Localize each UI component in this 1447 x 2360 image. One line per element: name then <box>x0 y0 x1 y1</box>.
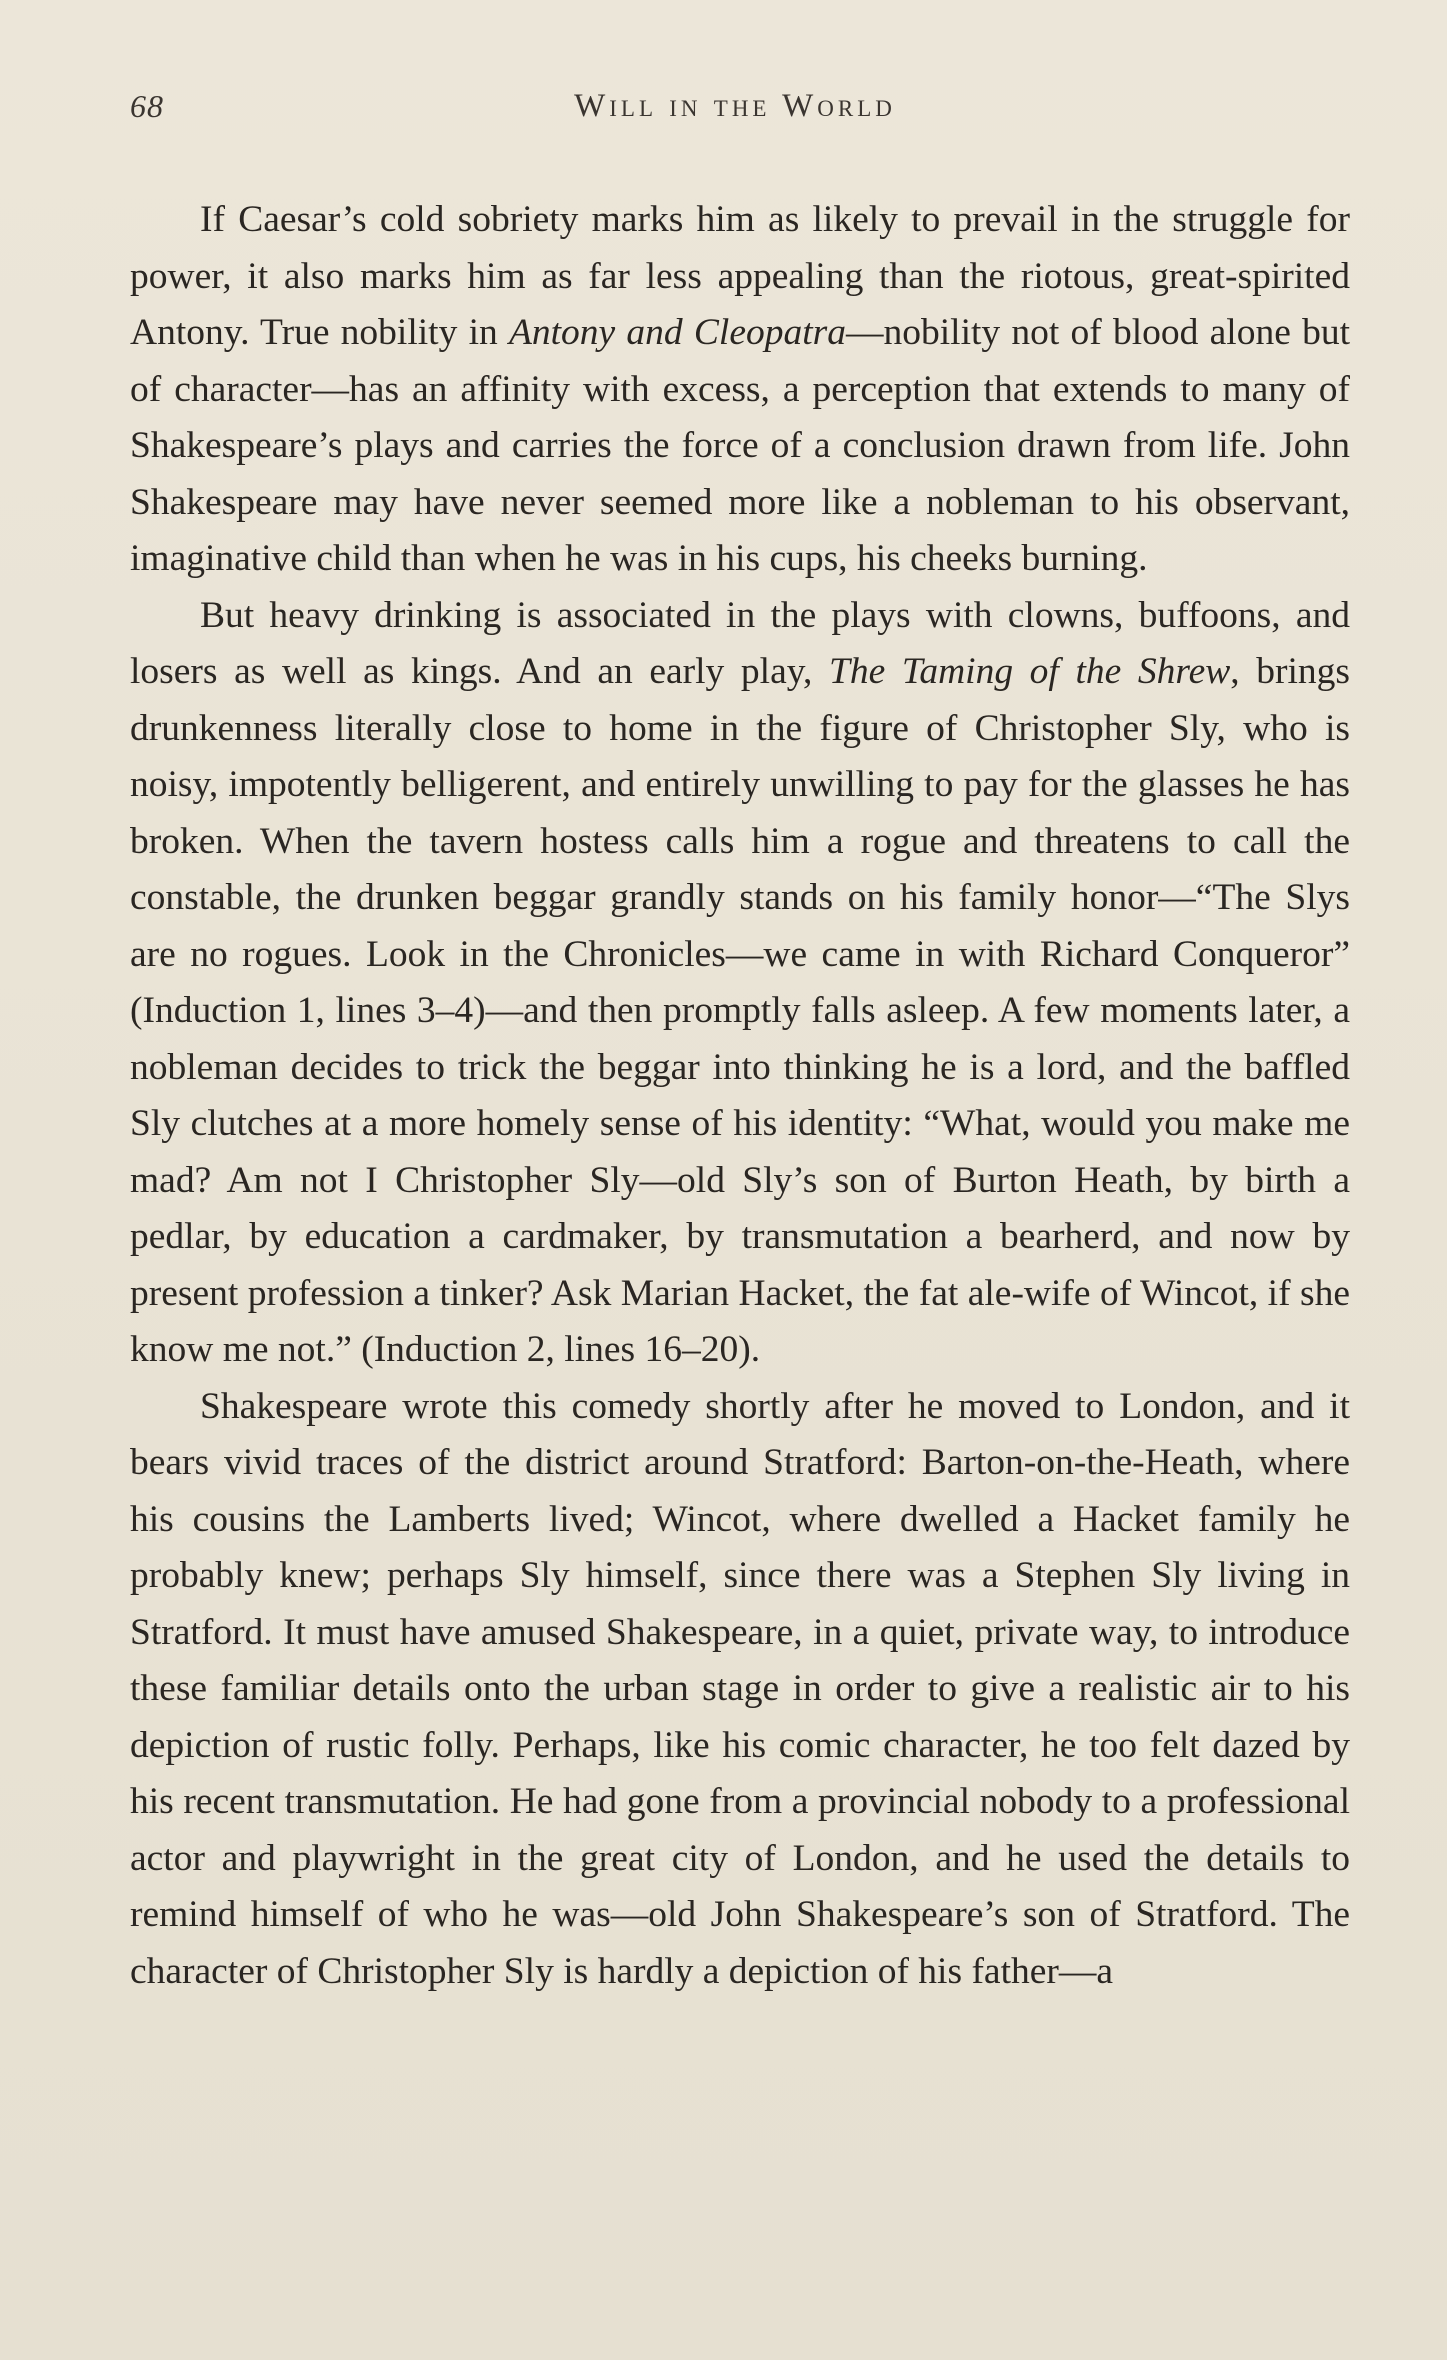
text-segment: If Caesar’s cold sobriety marks him as likely to prevail in the struggle for power, it also marks him as far less appealing than the riotous, great-spirited Antony. True nobility in <box>130 199 1350 353</box>
paragraph <box>130 1379 1350 2001</box>
text-segment: But heavy drinking is associated in the plays with clowns, buffoons, and losers as well as kings. And an early play, <box>130 594 1350 692</box>
paragraph <box>130 588 1350 1379</box>
book-title: Will in the World <box>574 88 896 124</box>
paragraph <box>130 192 1350 588</box>
body-text <box>130 192 1350 2000</box>
italic-title: The Taming of the Shrew <box>829 651 1231 692</box>
running-head <box>130 88 1350 132</box>
text-segment: —nobility not of blood alone but of character—has an affinity with excess, a perception that extends to many of Shakespeare’s plays and carries the force of a conclusion drawn from life. John Shakespeare may have never seemed more like a nobleman to his observant, imaginative child than when he was in his cups, his cheeks burning. <box>130 312 1350 579</box>
italic-title: Antony and Cleopatra <box>508 312 846 353</box>
text-segment: Shakespeare wrote this comedy shortly after he moved to London, and it bears vivid traces of the district around Stratford: Barton-on-the-Heath, where his cousins the Lamberts lived; Wincot, where dwelled a Hacket family he probably knew; perhaps Sly himself, since there was a Stephen Sly living in Stratford. It must have amused Shakespeare, in a quiet, private way, to introduce these familiar details onto the urban stage in order to give a realistic air to his depiction of rustic folly. Perhaps, like his comic character, he too felt dazed by his recent transmutation. He had gone from a provincial nobody to a professional actor and playwright in the great city of London, and he used the details to remind himself of who he was—old John Shakespeare’s son of Stratford. The character of Christopher Sly is hardly a depiction of his father—a <box>130 1385 1350 1992</box>
page-number: 68 <box>130 88 164 124</box>
text-segment: , brings drunkenness literally close to home in the figure of Christopher Sly, who is noisy, impotently belligerent, and entirely unwilling to pay for the glasses he has broken. When the tavern hostess calls him a rogue and threatens to call the constable, the drunken beggar grandly stands on his family honor—“The Slys are no rogues. Look in the Chronicles—we came in with Richard Conqueror” (Induction 1, lines 3–4)—and then promptly falls asleep. A few moments later, a nobleman decides to trick the beggar into thinking he is a lord, and the baffled Sly clutches at a more homely sense of his identity: “What, would you make me mad? Am not I Christopher Sly—old Sly’s son of Burton Heath, by birth a pedlar, by education a cardmaker, by transmutation a bearherd, and now by present profession a tinker? Ask Marian Hacket, the fat ale-wife of Wincot, if she know me not.” (Induction 2, lines 16–20). <box>130 651 1351 1370</box>
